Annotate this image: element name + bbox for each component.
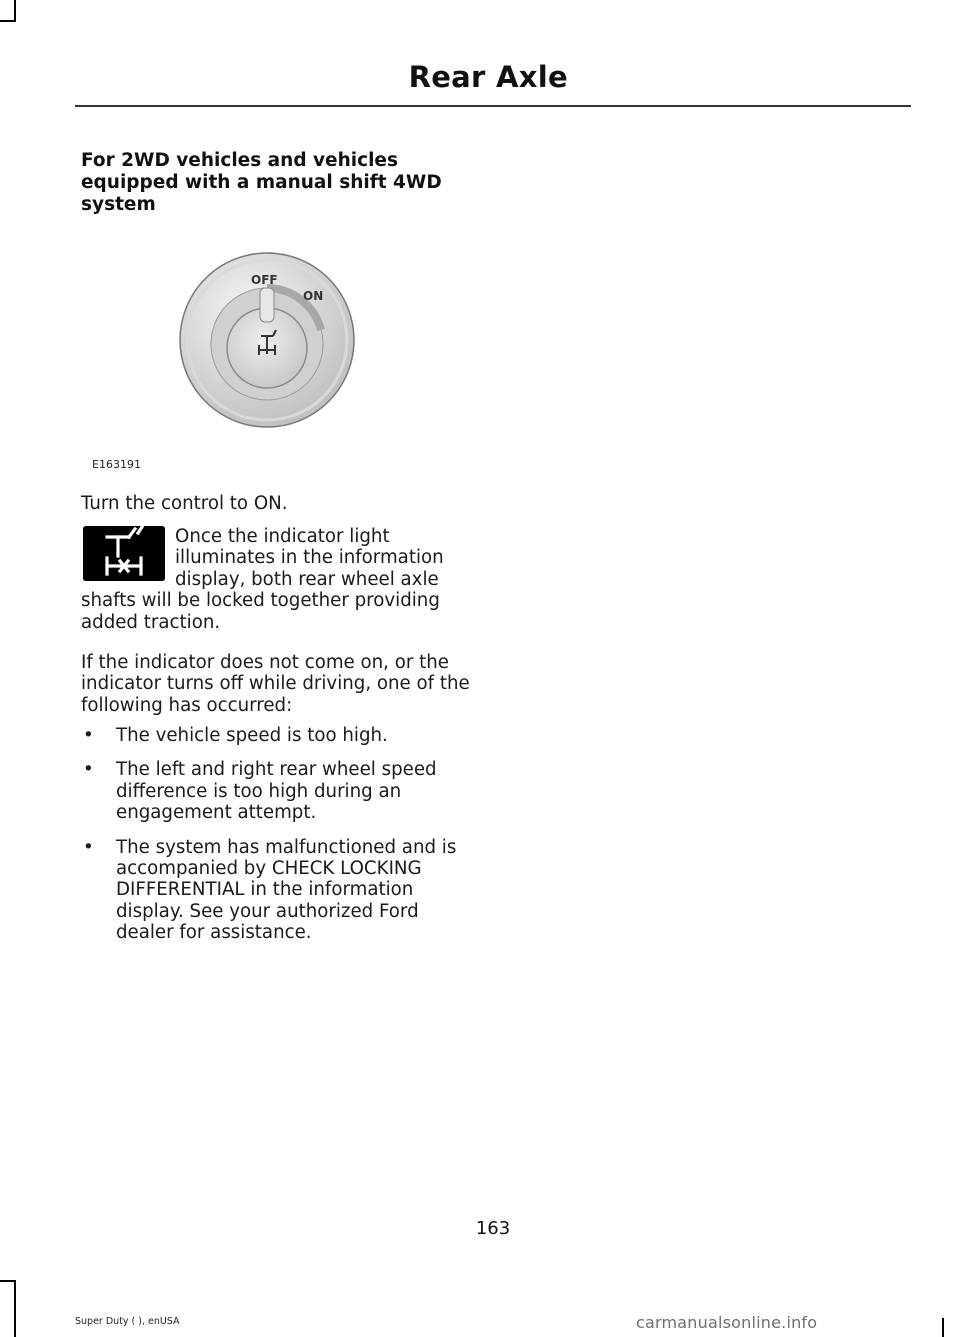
footer-edition: Super Duty ( ), enUSA <box>75 1316 180 1327</box>
crop-mark-bottom-left-v <box>14 1280 16 1337</box>
bullet-icon: • <box>83 759 94 781</box>
crop-mark-top-left-v <box>14 0 16 22</box>
watermark-text: carmanualsonline.info <box>636 1313 818 1332</box>
rear-axle-control-figure <box>81 244 481 476</box>
paragraph-indicator-light-text: Once the indicator light illuminates in the information display, both rear wheel axle shafts will be locked together providing added traction. <box>81 526 444 633</box>
bullet-icon: • <box>83 725 94 746</box>
page-number: 163 <box>475 1218 511 1239</box>
on-label: ON <box>303 289 324 303</box>
crop-mark-bottom-left-h <box>0 1280 16 1282</box>
crop-mark-bottom-right-v <box>942 1318 944 1337</box>
figure-code: E163191 <box>92 458 141 471</box>
list-item-text: The left and right rear wheel speed difference is too high during an engagement attempt. <box>116 759 437 824</box>
paragraph-indicator-conditions: If the indicator does not come on, or the indicator turns off while driving, one of the following has occurred: <box>81 652 470 716</box>
list-item <box>81 725 481 746</box>
off-label: OFF <box>251 273 278 287</box>
section-heading: For 2WD vehicles and vehicles equipped with a manual shift 4WD system <box>81 150 442 215</box>
list-item-text: The system has malfunctioned and is accompanied by CHECK LOCKING DIFFERENTIAL in the information display. See your authorized Ford dealer for assistance. <box>116 836 457 944</box>
list-item <box>81 837 481 944</box>
crop-mark-top-left-h <box>0 20 16 22</box>
list-item <box>81 759 481 823</box>
bullet-icon: • <box>83 836 94 858</box>
icon-spacer <box>81 526 175 590</box>
paragraph-turn-control: Turn the control to ON. <box>81 493 288 514</box>
paragraph-indicator-light <box>81 526 475 633</box>
header-rule <box>75 105 911 107</box>
condition-list <box>81 725 481 957</box>
list-item-text: The vehicle speed is too high. <box>116 725 388 746</box>
page-title: Rear Axle <box>408 60 568 94</box>
